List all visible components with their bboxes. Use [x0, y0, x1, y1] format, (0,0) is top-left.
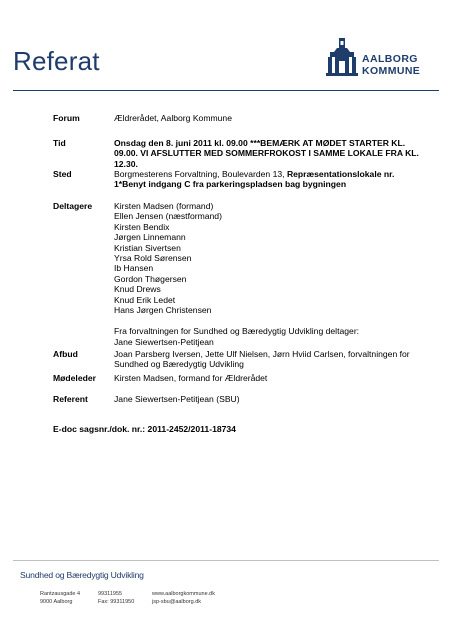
logo-text-aalborg: AALBORG	[362, 53, 418, 65]
footer-phone: 99311955	[98, 591, 123, 597]
footer-department: Sundhed og Bæredygtig Udvikling	[20, 570, 144, 580]
footer-email-link[interactable]: jsp-sbu@aalborg.dk	[152, 599, 201, 605]
footer-phone-block	[98, 590, 134, 606]
footer-web-link[interactable]: www.aalborgkommune.dk	[152, 591, 215, 597]
referent-label: Referent	[53, 394, 88, 404]
forum-label: Forum	[53, 113, 80, 123]
participant: Yrsa Rold Sørensen	[114, 253, 192, 264]
referent-value: Jane Siewertsen-Petitjean (SBU)	[114, 394, 240, 404]
aalborg-kommune-logo	[324, 36, 436, 78]
participant: Ellen Jensen (næstformand)	[114, 211, 222, 222]
absence-label: Afbud	[53, 349, 78, 359]
participant: Gordon Thøgersen	[114, 273, 187, 284]
chair-value: Kirsten Madsen, formand for Ældrerådet	[114, 373, 268, 383]
castle-crest-icon	[324, 36, 360, 78]
administration-note: Fra forvaltningen for Sundhed og Bæredygtig Udvikling deltager:	[114, 326, 360, 337]
participant: Jørgen Linnemann	[114, 232, 186, 243]
location-room: Repræsentationslokale nr. 1*Benyt indgang C fra parkeringspladsen bag bygningen	[114, 169, 395, 190]
participant: Knud Erik Ledet	[114, 294, 176, 305]
participants-list	[114, 201, 419, 347]
footer-contact-block	[152, 590, 215, 606]
edoc-reference: E-doc sagsnr./dok. nr.: 2011-2452/2011-18734	[53, 424, 236, 434]
header-divider	[13, 90, 439, 91]
participant: Kirsten Madsen (formand)	[114, 201, 214, 211]
location-label: Sted	[53, 169, 72, 179]
page-title: Referat	[13, 46, 100, 76]
participant: Ib Hansen	[114, 263, 154, 274]
time-value: Onsdag den 8. juni 2011 kl. 09.00 ***BEMÆRK AT MØDET STARTER KL. 09.00. VI AFSLUTTER MED SOMMERFROKOST I SAMME LOKALE FRA KL. 12.30.	[114, 138, 419, 169]
footer-address	[40, 590, 80, 606]
footer-street: Rantzausgade 4	[40, 591, 81, 597]
location-value	[114, 169, 419, 190]
administration-participant: Jane Siewertsen-Petitjean	[114, 336, 214, 347]
participant: Kristian Sivertsen	[114, 242, 181, 253]
forum-value: Ældrerådet, Aalborg Kommune	[114, 113, 232, 123]
logo-text-kommune: KOMMUNE	[362, 65, 421, 77]
absence-value: Joan Parsberg Iversen, Jette Ulf Nielsen, Jørn Hviid Carlsen, forvaltningen for Sundhed og Bæredygtig Udvikling	[114, 349, 410, 370]
chair-label: Mødeleder	[53, 373, 96, 383]
footer-fax: Fax: 99311950	[98, 599, 135, 605]
participant: Hans Jørgen Christensen	[114, 305, 212, 316]
participant: Kirsten Bendix	[114, 221, 170, 232]
participant: Knud Drews	[114, 284, 161, 295]
footer-divider	[13, 560, 439, 561]
footer-city: 9000 Aalborg	[40, 599, 73, 605]
time-label: Tid	[53, 138, 66, 148]
participants-label: Deltagere	[53, 201, 93, 211]
location-address: Borgmesterens Forvaltning, Boulevarden 13,	[114, 169, 287, 179]
